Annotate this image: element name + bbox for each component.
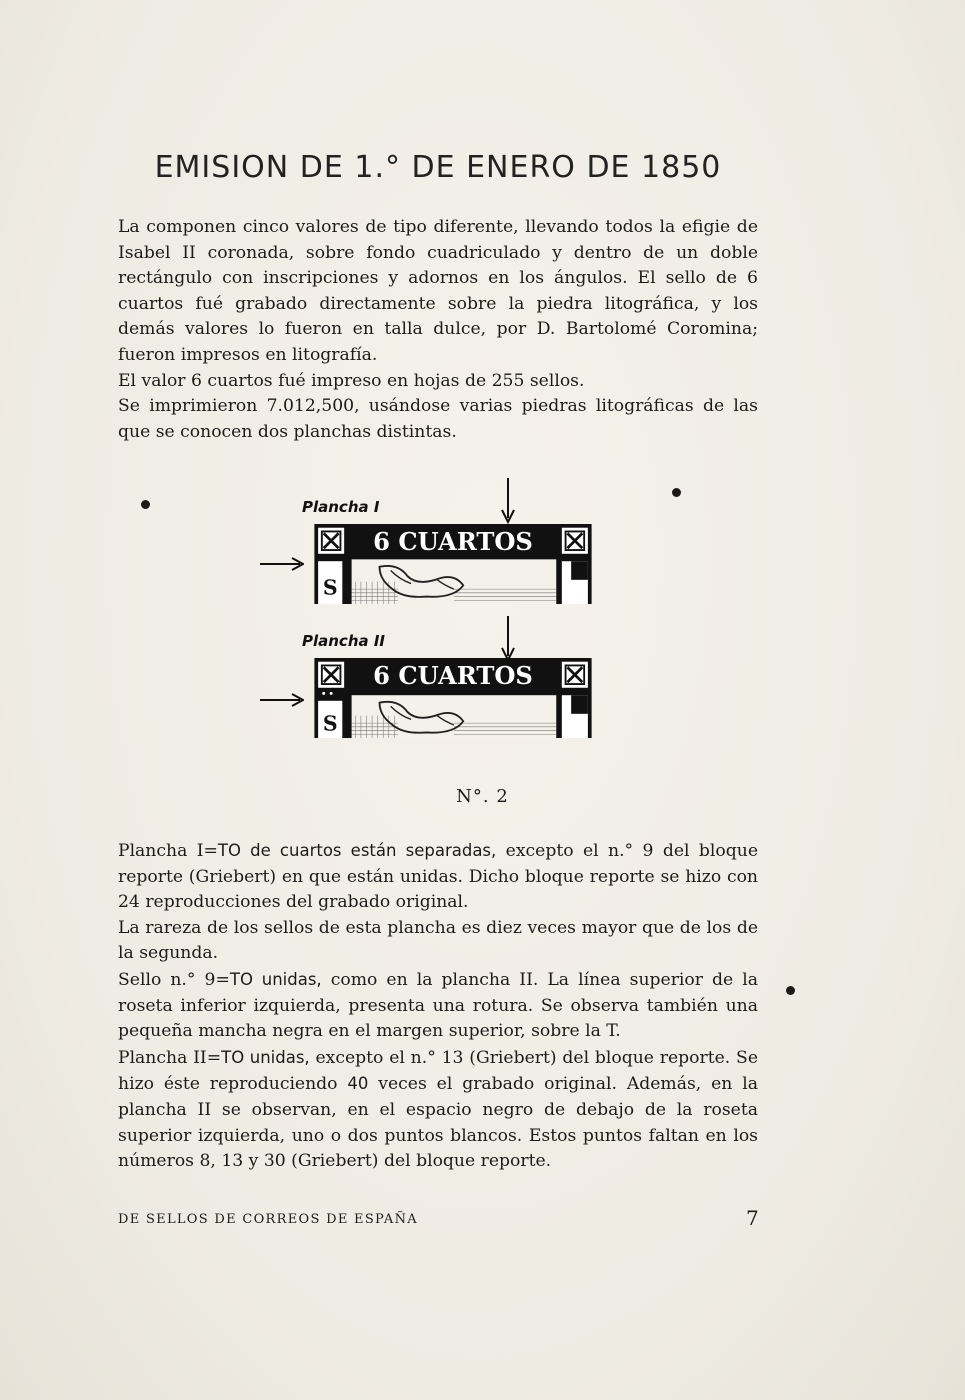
intro-text (118, 215, 758, 445)
page-title: EMISION DE 1.° DE ENERO DE 1850 (154, 150, 722, 185)
plancha-2-label: Plancha II (302, 632, 386, 650)
figure-caption: N°. 2 (456, 786, 509, 807)
p4-sans: TO unidas, (221, 1047, 310, 1067)
lower-paragraph-2: La rareza de los sellos de esta plancha es diez veces mayor que de los de la segunda. (118, 917, 758, 964)
stamp-1-text: 6 CUARTOS (373, 527, 533, 557)
p3-lead: Sello n.° 9= (118, 969, 230, 990)
p3-sans: TO unidas, (229, 969, 322, 989)
intro-paragraph-2: El valor 6 cuartos fué impreso en hojas de 255 sellos. (118, 370, 585, 391)
p4-rest: veces el grabado original. Además, en la plancha II se observan, en el espacio negro de debajo de la roseta superior izquierda, uno o dos puntos blancos. Estos puntos faltan en los números 8, 13 y 30 (Griebert) del bloque reporte. (118, 1074, 758, 1172)
down-arrow-icon (500, 478, 516, 524)
punch-hole-dot (786, 986, 795, 995)
p3-rest: como en la plancha II. La línea superior de la roseta inferior izquierda, presenta una rotura. Se observa también una pequeña mancha negra en el margen superior, sobre la T. (118, 969, 758, 1042)
plancha-description (118, 838, 758, 1175)
punch-hole-dot (141, 500, 150, 509)
p4-num: 40 (347, 1074, 369, 1094)
p1-sans: TO de cuartos están separadas, (217, 841, 497, 860)
stamp-2-text: 6 CUARTOS (373, 661, 533, 691)
page-number: 7 (746, 1206, 759, 1230)
p4-lead: Plancha II= (118, 1047, 222, 1068)
running-footer: DE SELLOS DE CORREOS DE ESPAÑA (118, 1212, 418, 1227)
plancha-1-label: Plancha I (302, 498, 380, 516)
p1-lead: Plancha I= (118, 841, 218, 861)
lower-paragraph-4 (118, 1045, 758, 1175)
stamp-figure (260, 478, 620, 758)
right-arrow-icon (260, 692, 304, 708)
punch-hole-dot (672, 488, 681, 497)
intro-paragraph-3: Se imprimieron 7.012,500, usándose varias piedras litográficas de las que se conocen dos planchas distintas. (118, 396, 758, 442)
right-arrow-icon (260, 556, 304, 572)
lower-paragraph-3 (118, 967, 758, 1045)
stamp-plancha-2 (304, 658, 602, 738)
lower-paragraph-1 (118, 838, 758, 916)
down-arrow-icon (500, 616, 516, 662)
p4-mid: excepto el n.° 13 (Griebert) del bloque reporte. Se hizo éste reproduciendo (118, 1047, 758, 1095)
svg-text:S: S (322, 575, 338, 600)
p1-rest: excepto el n.° 9 del bloque reporte (Griebert) en que están unidas. Dicho bloque reporte se hizo con 24 reproducciones del grabado original. (118, 841, 758, 913)
svg-text:S: S (322, 711, 338, 736)
stamp-plancha-1 (304, 524, 602, 604)
intro-paragraph-1: La componen cinco valores de tipo diferente, llevando todos la efigie de Isabel II coronada, sobre fondo cuadriculado y dentro de un doble rectángulo con inscripciones y adornos en los ángulos. El sello de 6 cuartos fué grabado directamente sobre la piedra litográfica, y los demás valores lo fueron en talla dulce, por D. Bartolomé Coromina; fueron impresos en litografía. (118, 217, 758, 365)
